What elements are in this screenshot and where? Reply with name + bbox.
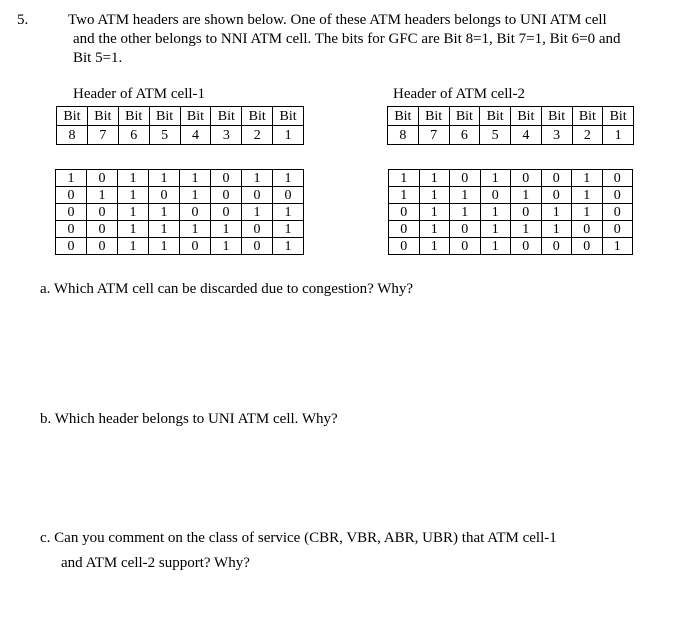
bit-value: 0 (56, 187, 87, 204)
bit-number: 2 (242, 126, 273, 145)
bit-label: Bit (211, 107, 242, 126)
bit-value: 1 (541, 204, 572, 221)
bit-value: 0 (572, 238, 603, 255)
bit-value: 0 (602, 170, 633, 187)
intro-line: Two ATM headers are shown below. One of these ATM headers belongs to UNI ATM cell (68, 12, 607, 28)
bit-label: Bit (449, 107, 480, 126)
bit-row (389, 204, 633, 221)
bit-value: 1 (480, 238, 511, 255)
cell2-bit-values-table (388, 169, 633, 255)
bit-value: 1 (118, 170, 149, 187)
bit-row (56, 204, 304, 221)
bit-number: 8 (388, 126, 419, 145)
bit-label: Bit (572, 107, 603, 126)
bit-label: Bit (57, 107, 88, 126)
bit-value: 0 (511, 204, 542, 221)
question-c (40, 526, 557, 576)
bit-value: 1 (419, 187, 450, 204)
question-number: 5. (17, 12, 29, 28)
bit-value: 1 (118, 204, 149, 221)
bit-label: Bit (603, 107, 634, 126)
bit-number: 4 (511, 126, 542, 145)
bit-row (389, 187, 633, 204)
bit-number: 5 (480, 126, 511, 145)
bit-label: Bit (87, 107, 118, 126)
bit-value: 1 (389, 187, 420, 204)
bit-row (56, 221, 304, 238)
bit-value: 0 (389, 221, 420, 238)
bit-number-row (388, 126, 634, 145)
question-a: a. Which ATM cell can be discarded due to congestion? Why? (40, 281, 414, 297)
bit-row (56, 170, 304, 187)
bit-number: 6 (118, 126, 149, 145)
bit-value: 1 (572, 187, 603, 204)
bit-value: 1 (450, 187, 481, 204)
bit-value: 1 (273, 204, 304, 221)
question-b: b. Which header belongs to UNI ATM cell. Why? (40, 411, 338, 427)
bit-value: 0 (211, 187, 242, 204)
bit-label: Bit (541, 107, 572, 126)
bit-value: 1 (273, 170, 304, 187)
bit-value: 1 (242, 204, 273, 221)
bit-value: 1 (87, 187, 118, 204)
bit-value: 0 (511, 238, 542, 255)
bit-label: Bit (242, 107, 273, 126)
bit-label: Bit (180, 107, 211, 126)
bit-value: 1 (450, 204, 481, 221)
question-intro (68, 11, 668, 68)
bit-label: Bit (388, 107, 419, 126)
cell1-caption: Header of ATM cell-1 (73, 86, 206, 102)
bit-value: 1 (602, 238, 633, 255)
bit-word-row (388, 107, 634, 126)
bit-value: 0 (87, 204, 118, 221)
bit-number: 2 (572, 126, 603, 145)
bit-row (56, 238, 304, 255)
bit-value: 0 (87, 170, 118, 187)
bit-label: Bit (149, 107, 180, 126)
bit-value: 1 (419, 170, 450, 187)
bit-value: 1 (480, 204, 511, 221)
bit-value: 1 (273, 238, 304, 255)
bit-value: 1 (511, 221, 542, 238)
cell1-bit-values-table (55, 169, 304, 255)
bit-value: 1 (389, 170, 420, 187)
bit-value: 1 (180, 187, 211, 204)
bit-value: 1 (419, 204, 450, 221)
bit-label: Bit (511, 107, 542, 126)
bit-value: 0 (242, 221, 273, 238)
cell1-bit-header-table (56, 106, 304, 145)
bit-value: 0 (389, 204, 420, 221)
bit-value: 0 (541, 238, 572, 255)
bit-value: 1 (118, 221, 149, 238)
bit-value: 1 (511, 187, 542, 204)
bit-label: Bit (273, 107, 304, 126)
bit-number: 5 (149, 126, 180, 145)
bit-value: 0 (180, 204, 211, 221)
bit-value: 0 (389, 238, 420, 255)
bit-value: 0 (602, 204, 633, 221)
bit-value: 0 (180, 238, 211, 255)
bit-value: 0 (211, 204, 242, 221)
bit-value: 1 (419, 238, 450, 255)
bit-value: 1 (541, 221, 572, 238)
bit-row (56, 187, 304, 204)
bit-value: 1 (118, 238, 149, 255)
bit-number-row (57, 126, 304, 145)
bit-row (389, 170, 633, 187)
bit-number: 7 (418, 126, 449, 145)
bit-number: 1 (273, 126, 304, 145)
bit-label: Bit (118, 107, 149, 126)
bit-value: 0 (87, 238, 118, 255)
cell2-bit-header-table (387, 106, 634, 145)
bit-value: 1 (180, 221, 211, 238)
bit-value: 1 (419, 221, 450, 238)
bit-value: 0 (56, 221, 87, 238)
bit-value: 0 (211, 170, 242, 187)
bit-value: 0 (480, 187, 511, 204)
bit-value: 0 (450, 238, 481, 255)
intro-line: and the other belongs to NNI ATM cell. The bits for GFC are Bit 8=1, Bit 7=1, Bit 6=0 and (73, 31, 621, 47)
bit-value: 0 (572, 221, 603, 238)
bit-number: 7 (87, 126, 118, 145)
bit-value: 1 (572, 204, 603, 221)
intro-line: Bit 5=1. (73, 50, 123, 66)
bit-value: 0 (541, 187, 572, 204)
bit-value: 1 (211, 221, 242, 238)
bit-number: 8 (57, 126, 88, 145)
question-c-line: c. Can you comment on the class of service (CBR, VBR, ABR, UBR) that ATM cell-1 (40, 530, 557, 546)
bit-value: 0 (242, 238, 273, 255)
bit-value: 0 (541, 170, 572, 187)
bit-value: 1 (572, 170, 603, 187)
bit-word-row (57, 107, 304, 126)
bit-number: 4 (180, 126, 211, 145)
bit-value: 0 (602, 221, 633, 238)
bit-value: 0 (87, 221, 118, 238)
bit-value: 0 (450, 221, 481, 238)
bit-row (389, 238, 633, 255)
bit-label: Bit (418, 107, 449, 126)
bit-number: 3 (211, 126, 242, 145)
bit-value: 0 (511, 170, 542, 187)
bit-number: 1 (603, 126, 634, 145)
bit-number: 6 (449, 126, 480, 145)
bit-value: 1 (149, 204, 180, 221)
bit-value: 0 (450, 170, 481, 187)
bit-value: 1 (211, 238, 242, 255)
bit-value: 0 (242, 187, 273, 204)
bit-value: 1 (56, 170, 87, 187)
bit-value: 0 (56, 238, 87, 255)
cell2-caption: Header of ATM cell-2 (393, 86, 526, 102)
bit-value: 0 (273, 187, 304, 204)
bit-value: 1 (273, 221, 304, 238)
bit-value: 1 (149, 238, 180, 255)
bit-value: 0 (56, 204, 87, 221)
bit-value: 1 (149, 170, 180, 187)
bit-value: 1 (118, 187, 149, 204)
bit-label: Bit (480, 107, 511, 126)
bit-value: 1 (242, 170, 273, 187)
bit-value: 0 (149, 187, 180, 204)
bit-value: 1 (480, 221, 511, 238)
question-c-line: and ATM cell-2 support? Why? (61, 555, 250, 571)
bit-number: 3 (541, 126, 572, 145)
bit-value: 1 (180, 170, 211, 187)
bit-value: 0 (602, 187, 633, 204)
bit-value: 1 (480, 170, 511, 187)
bit-value: 1 (149, 221, 180, 238)
bit-row (389, 221, 633, 238)
